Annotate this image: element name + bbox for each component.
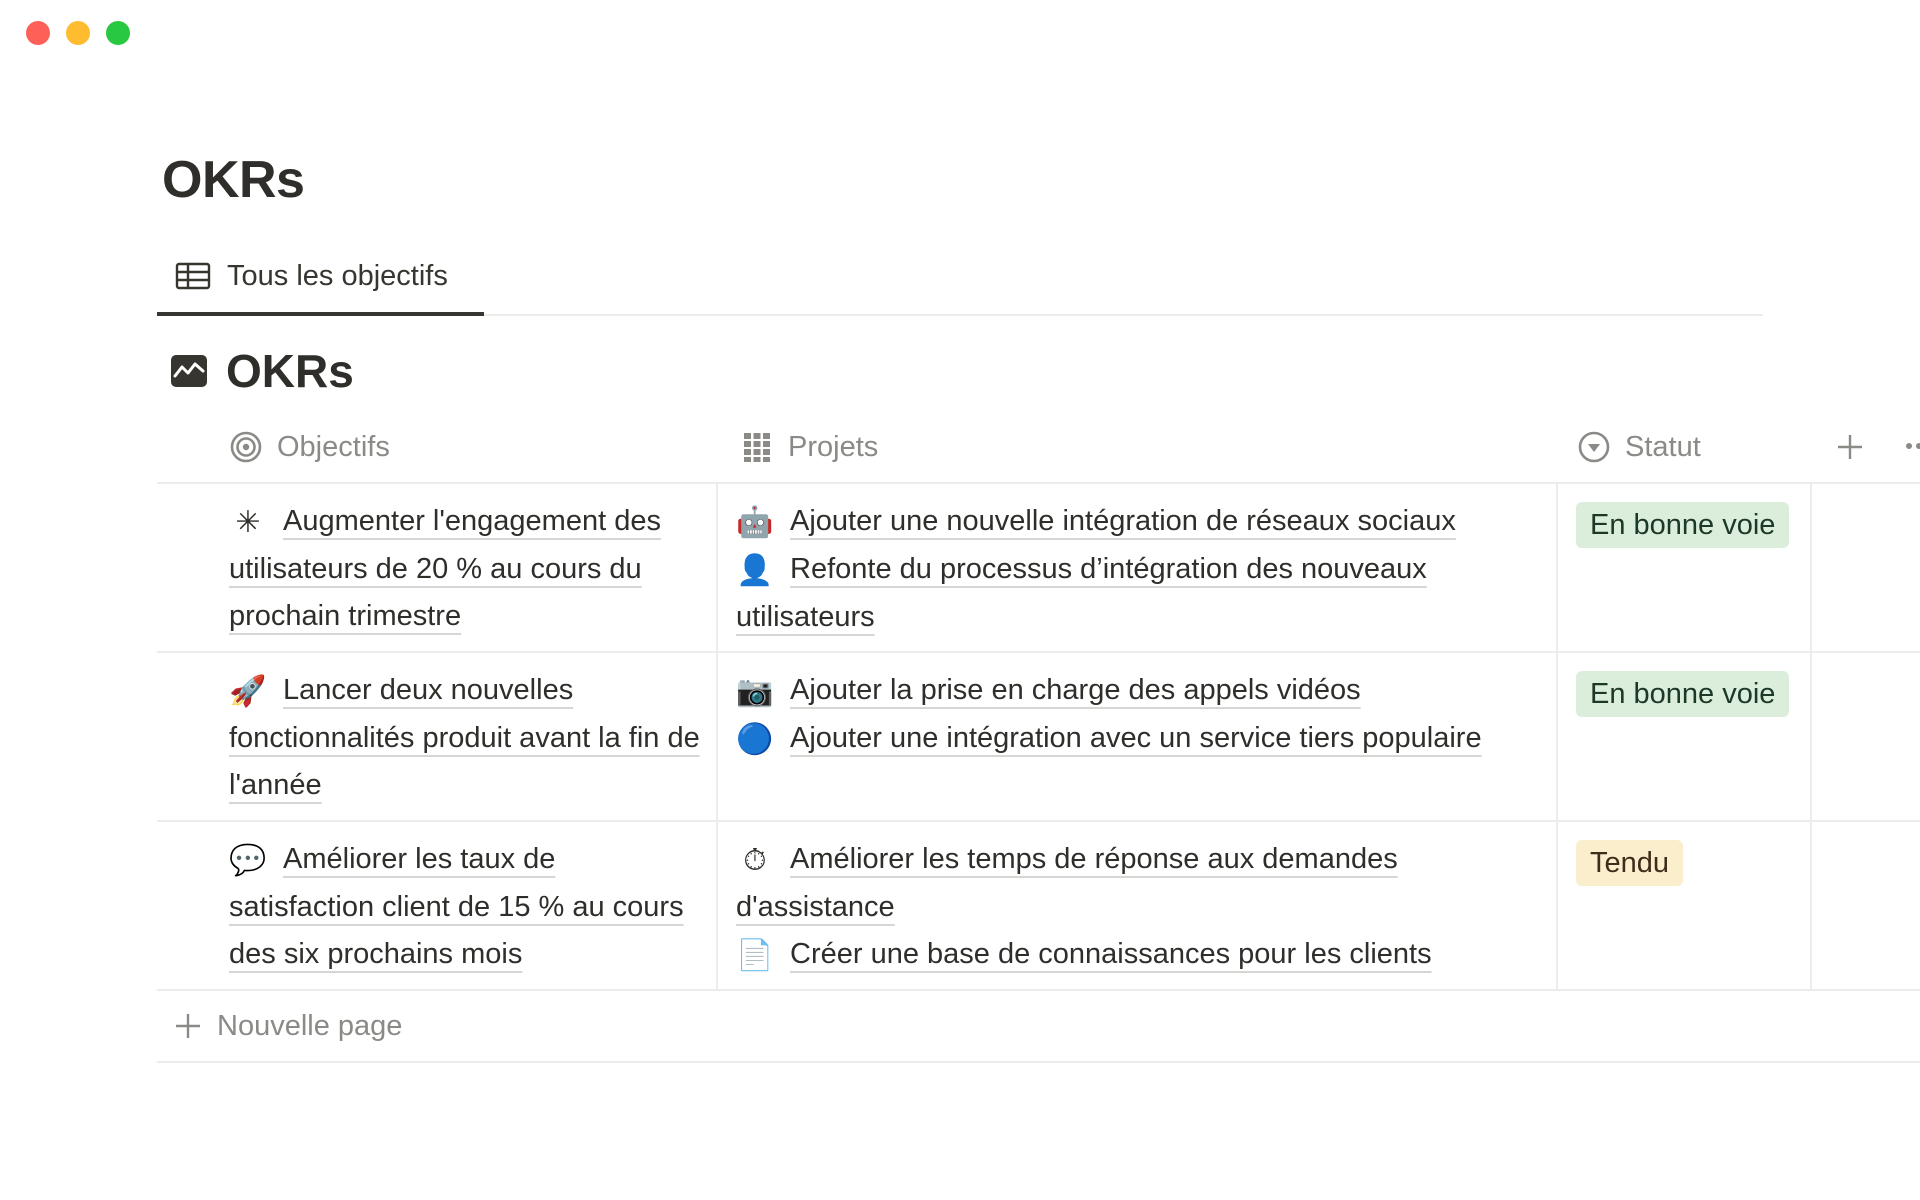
okr-table <box>157 412 1920 1063</box>
close-window-button[interactable] <box>26 21 50 45</box>
more-options-icon[interactable] <box>1903 438 1920 454</box>
status-badge[interactable]: Tendu <box>1576 840 1683 886</box>
table-icon <box>175 262 211 290</box>
status-cell[interactable] <box>1558 653 1812 820</box>
new-page-button[interactable] <box>157 991 1920 1063</box>
project-link[interactable] <box>736 931 1540 979</box>
camera-icon: 📷 <box>736 674 774 709</box>
database-title[interactable]: OKRs <box>226 345 354 397</box>
table-header <box>157 412 1920 484</box>
objective-text: Améliorer les taux de satisfaction client de 15 % au cours des six prochains mois <box>229 843 684 970</box>
project-text: Refonte du processus d’intégration des nouveaux utilisateurs <box>736 553 1427 633</box>
blue-button-icon: 🔵 <box>736 722 774 757</box>
speech-bubbles-icon: 💬 <box>229 843 267 878</box>
page-title: OKRs <box>162 151 305 209</box>
projects-cell[interactable] <box>718 822 1558 989</box>
document-icon: 📄 <box>736 938 774 973</box>
new-page-label: Nouvelle page <box>217 1009 403 1042</box>
project-link[interactable] <box>736 836 1540 931</box>
table-row <box>157 484 1920 653</box>
status-select-icon <box>1577 430 1611 464</box>
tab-tous-les-objectifs[interactable] <box>157 240 484 316</box>
column-label: Objectifs <box>277 430 390 463</box>
plus-icon <box>173 1011 203 1041</box>
project-text: Ajouter une intégration avec un service tiers populaire <box>790 722 1482 754</box>
column-header-objectifs[interactable] <box>229 412 390 482</box>
project-link[interactable] <box>736 546 1540 641</box>
project-link[interactable] <box>736 715 1540 763</box>
column-header-projets[interactable] <box>740 412 878 482</box>
person-silhouette-icon: 👤 <box>736 553 774 588</box>
objective-text: Augmenter l'engagement des utilisateurs de 20 % au cours du prochain trimestre <box>229 505 661 632</box>
minimize-window-button[interactable] <box>66 21 90 45</box>
objective-cell[interactable] <box>157 653 718 820</box>
objective-link[interactable] <box>229 498 704 640</box>
robot-icon: 🤖 <box>736 505 774 540</box>
sparkle-cursor-icon: ✳ <box>235 505 261 540</box>
view-tabs <box>157 240 1763 316</box>
objective-cell[interactable] <box>157 822 718 989</box>
status-badge[interactable]: En bonne voie <box>1576 502 1789 548</box>
objective-text: Lancer deux nouvelles fonctionnalités produit avant la fin de l'année <box>229 674 700 801</box>
column-label: Statut <box>1625 430 1701 463</box>
target-icon <box>229 430 263 464</box>
status-cell[interactable] <box>1558 822 1812 989</box>
projects-cell[interactable] <box>718 484 1558 651</box>
objective-link[interactable] <box>229 667 704 809</box>
objective-link[interactable] <box>229 836 704 978</box>
stopwatch-icon: ⏱ <box>743 843 767 878</box>
add-column-icon[interactable] <box>1833 430 1867 464</box>
window-controls <box>26 21 130 45</box>
trend-chart-icon <box>170 354 208 388</box>
tab-label: Tous les objectifs <box>227 259 448 292</box>
status-badge[interactable]: En bonne voie <box>1576 671 1789 717</box>
grid-icon <box>740 430 774 464</box>
database-header <box>170 344 354 398</box>
project-text: Créer une base de connaissances pour les clients <box>790 938 1432 970</box>
zoom-window-button[interactable] <box>106 21 130 45</box>
column-label: Projets <box>788 430 879 463</box>
rocket-icon: 🚀 <box>229 674 267 709</box>
project-link[interactable] <box>736 498 1540 546</box>
table-row <box>157 822 1920 991</box>
status-cell[interactable] <box>1558 484 1812 651</box>
project-link[interactable] <box>736 667 1540 715</box>
project-text: Améliorer les temps de réponse aux demandes d'assistance <box>736 843 1398 923</box>
objective-cell[interactable] <box>157 484 718 651</box>
project-text: Ajouter une nouvelle intégration de réseaux sociaux <box>790 505 1456 537</box>
table-row <box>157 653 1920 822</box>
project-text: Ajouter la prise en charge des appels vidéos <box>790 674 1361 706</box>
projects-cell[interactable] <box>718 653 1558 820</box>
column-header-statut[interactable] <box>1577 412 1701 482</box>
